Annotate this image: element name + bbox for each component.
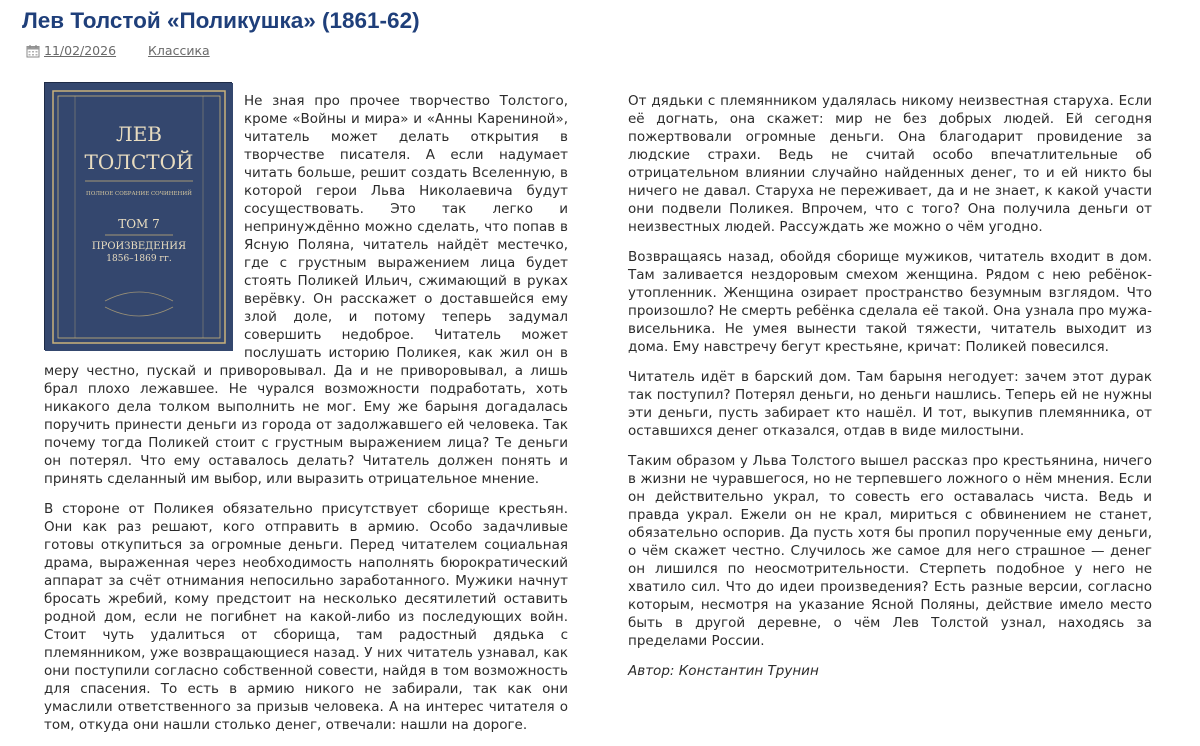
article-paragraph: Читатель идёт в барский дом. Там барыня негодует: зачем этот дурак так поступил? Потерял деньги, но деньги нашлись. Теперь ей не нужны эти деньги, пусть забирает кто нашёл. И тот, выкупив племянника, от оставшихся денег отказался, отдав в виде милостыни. (628, 369, 1152, 439)
calendar-icon (26, 44, 40, 58)
book-cover-image (44, 82, 232, 350)
article-paragraph: В стороне от Поликея обязательно присутствует сборище крестьян. Они как раз решают, кого отправить в армию. Особо задачливые готовы откупиться за огромные деньги. Перед читателем социальная драма, выраженная через необходимость наполнять бюрократический аппарат за счёт отнимания непосильно заработанного. Мужики начнут бросать жребий, кому предстоит на несколько десятилетий оставить родной дом, если не погибнет на какой-либо из последующих войн. Стоит чуть удалиться от сборища, там радостный дядька с племянником, уже возвращающиеся назад. У них читатель узнавал, как они поступили согласно собственной совести, найдя в том возможность для спасения. То есть в армию никого не забирали, так как они умаслили ответственного за призыв человека. А на интерес читателя о том, откуда они нашли столько денег, отвечали: нашли на дороге. (44, 501, 568, 733)
cover-author-first: ЛЕВ (116, 122, 162, 146)
article-paragraph: От дядьки с племянником удалялась никому неизвестная старуха. Если её догнать, она скажет: мир не без добрых людей. Ей сегодня пожертвовали огромные деньги. Она благодарит провидение за людские страхи. Ведь не считай особо впечатлительные об отрицательном влиянии случайно найденных денег, то и ей никто бы ничего не давал. Старуха не переживает, да и не знает, к какой участи они подвели Поликея. Впрочем, что с того? Она получила деньги от неизвестных людей. Рассуждать же можно о чём угодно. (628, 93, 1152, 235)
article-paragraph: Возвращаясь назад, обойдя сборище мужиков, читатель входит в дом. Там заливается нездоровым смехом женщина. Рядом с нею ребёнок-утопленник. Женщина озирает пространство безумным взглядом. Что произошло? Не смерть ребёнка сделала её такой. Она узнала про мужа-висельника. Не умея вынести такой тяжести, читатель выходит из дома. Ему навстречу бегут крестьяне, кричат: Поликей повесился. (628, 249, 1152, 355)
article-left-column (44, 92, 568, 746)
cover-author-last: ТОЛСТОЙ (84, 150, 194, 174)
article-right-column (628, 92, 1152, 692)
cover-series: ПОЛНОЕ СОБРАНИЕ СОЧИНЕНИЙ (86, 191, 192, 197)
cover-volume: ТОМ 7 (118, 217, 160, 231)
cover-works: ПРОИЗВЕДЕНИЯ (91, 241, 187, 252)
article-paragraph: Таким образом у Льва Толстого вышел рассказ про крестьянина, ничего в жизни не чуравшегося, но не терпевшего ложного о нём мнения. Если он действительно украл, то совесть его оставалась чиста. Ведь и правда украл. Ежели он не крал, мириться с обвинением не станет, обязательно оспорив. Да пусть хотя бы пропил порученные ему деньги, о чём скажет честно. Случилось же самое для него страшное — денег он лишился по неосмотрительности. Стерпеть подобное у него не хватило сил. Что до идеи произведения? Есть разные версии, согласно которым, несмотря на указание Ясной Поляны, действие имело место быть в другой деревне, о чём Лев Толстой узнал, находясь за пределами России. (628, 453, 1152, 649)
category-link[interactable]: Классика (148, 43, 210, 58)
post-date-link[interactable]: 11/02/2026 (44, 43, 117, 58)
post-meta (26, 43, 210, 58)
cover-years: 1856–1869 гг. (106, 254, 172, 264)
post-title: Лев Толстой «Поликушка» (1861-62) (22, 8, 420, 33)
author-credit: Автор: Константин Трунин (628, 663, 819, 679)
article-paragraph: Не зная про прочее творчество Толстого, кроме «Войны и мира» и «Анны Карениной», читатель может делать открытия в творчестве писателя. А если надумает читать больше, решит создать Вселенную, в которой герои Льва Николаевича будут сосуществовать. Это так легко и непринуждённо можно сделать, что попав в Ясную Поляна, читатель найдёт местечко, где с грустным выражением лица будет стоять Поликей Ильич, сжимающий в руках верёвку. Он расскажет о доставшейся ему злой доле, и потому теперь задумал совершить недоброе. Читатель может послушать историю Поликея, как жил он в меру честно, пускай и приворовывал. Да и не приворовывал, а лишь брал плохо лежавшее. Не чурался возможности подработать, хоть никакого дела толком выполнить не мог. Ему же барыня догадалась поручить принести деньги из города от задолжавшего ей человека. Так почему тогда Поликей стоит с грустным выражением лица? Те деньги он потерял. Что ему оставалось делать? Читатель должен понять и принять сделанный им выбор, или выразить отрицательное мнение. (44, 93, 568, 487)
